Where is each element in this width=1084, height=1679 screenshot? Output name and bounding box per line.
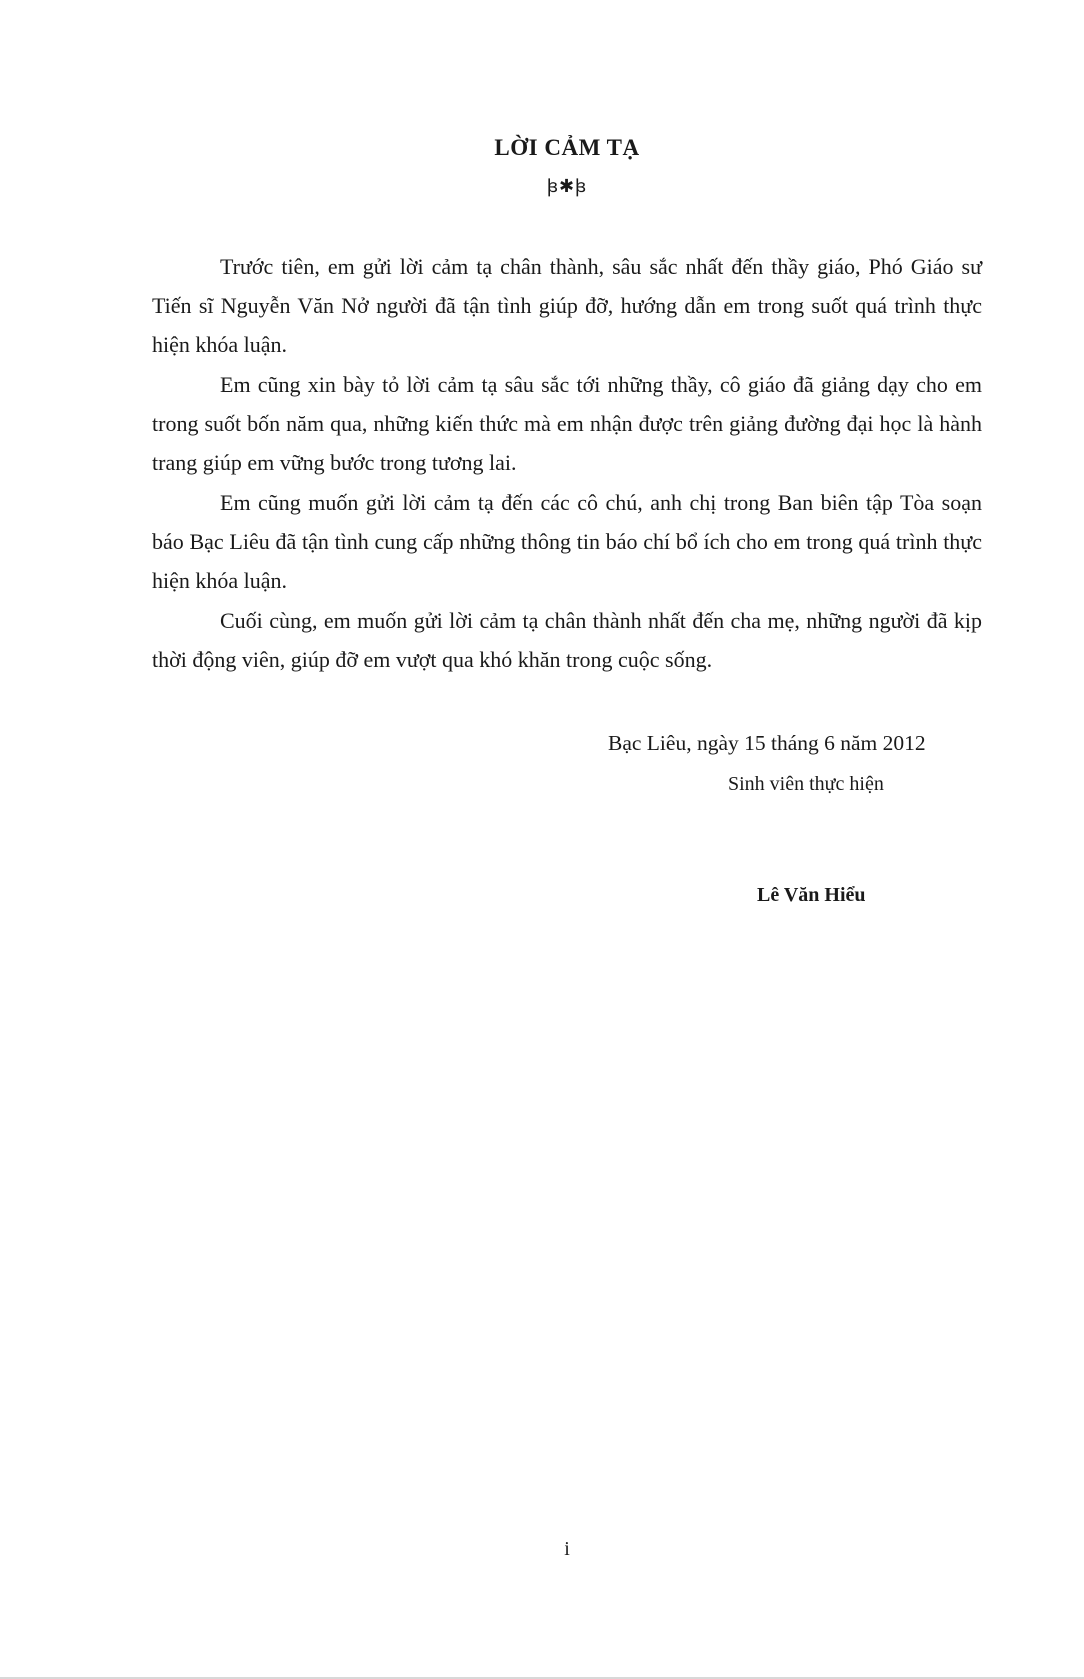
- signer-name: Lê Văn Hiểu: [757, 884, 866, 906]
- acknowledgement-body: [152, 247, 982, 680]
- page-number: i: [564, 1538, 570, 1560]
- paragraph-1: Trước tiên, em gửi lời cảm tạ chân thành, sâu sắc nhất đến thầy giáo, Phó Giáo sư Tiến sĩ Nguyễn Văn Nở người đã tận tình giúp đỡ, hướng dẫn em trong suốt quá trình thực hiện khóa luận.: [152, 254, 982, 357]
- title-ornament: ꟓ✱ꟓ: [546, 176, 588, 196]
- signer-role: Sinh viên thực hiện: [728, 773, 884, 795]
- page-title: LỜI CẢM TẠ: [494, 135, 640, 160]
- paragraph-3: Em cũng muốn gửi lời cảm tạ đến các cô chú, anh chị trong Ban biên tập Tòa soạn báo Bạc Liêu đã tận tình cung cấp những thông tin báo chí bổ ích cho em trong quá trình thực hiện khóa luận.: [152, 490, 982, 593]
- paragraph-2: Em cũng xin bày tỏ lời cảm tạ sâu sắc tới những thầy, cô giáo đã giảng dạy cho em trong suốt bốn năm qua, những kiến thức mà em nhận được trên giảng đường đại học là hành trang giúp em vững bước trong tương lai.: [152, 372, 982, 475]
- paragraph-4: Cuối cùng, em muốn gửi lời cảm tạ chân thành nhất đến cha mẹ, những người đã kịp thời động viên, giúp đỡ em vượt qua khó khăn trong cuộc sống.: [152, 608, 982, 672]
- place-date: Bạc Liêu, ngày 15 tháng 6 năm 2012: [608, 731, 926, 755]
